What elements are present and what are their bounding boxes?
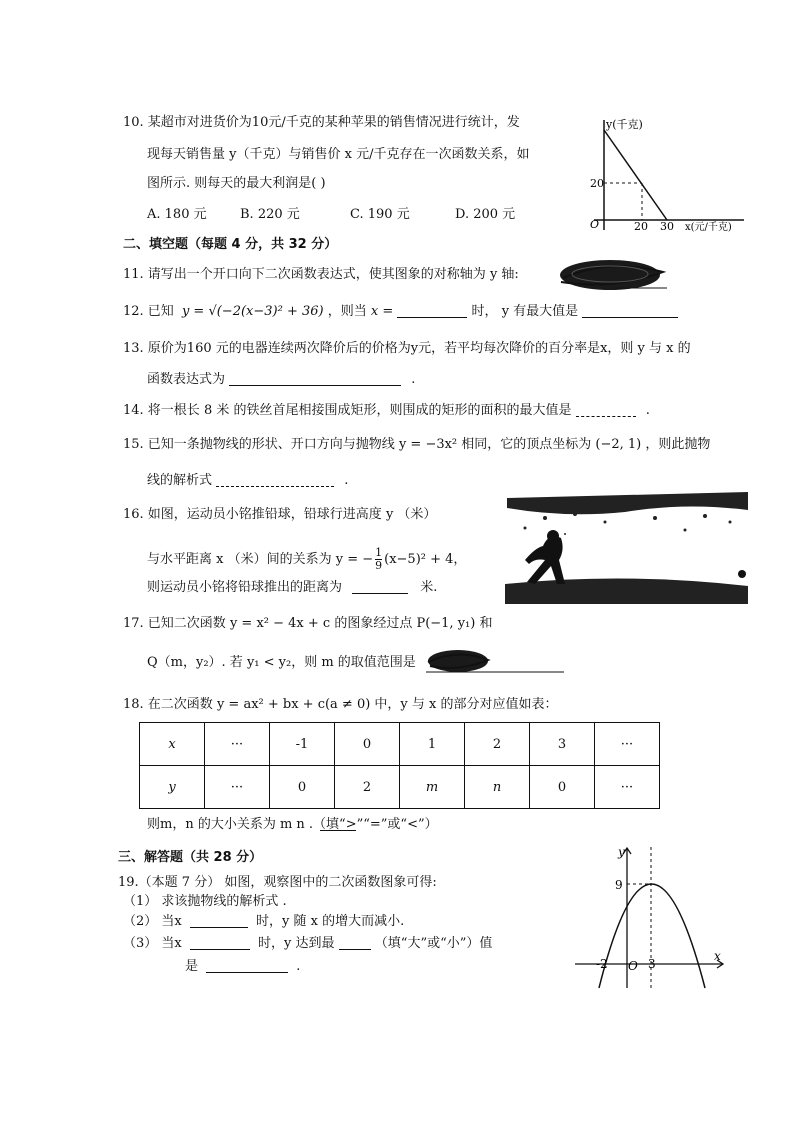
q18-line1: 18. 在二次函数 y = ax² + bx + c(a ≠ 0) 中，y 与 x 的部分对应值如表：	[123, 697, 558, 712]
q19-graph-vertex-x: 3	[648, 957, 656, 971]
q19-part3	[123, 937, 492, 950]
q18-value-table	[139, 722, 660, 809]
q16-frac-num: 1	[375, 546, 383, 559]
q19-p3-text: 时，y 达到最	[258, 936, 335, 951]
table-cell: 0	[530, 766, 595, 809]
q12-post1: 时，	[471, 304, 498, 319]
q17-line2: Q（m，y₂）. 若 y₁ < y₂，则 m 的取值范围是	[147, 655, 416, 670]
q16-frac-den: 9	[375, 559, 383, 573]
q19-p2-text: 时，y 随 x 的增大而减小.	[256, 914, 405, 929]
q10-graph-tick-x1: 20	[634, 220, 648, 232]
q16-line1: 16. 如图，运动员小铭推铅球，铅球行进高度 y （米）	[123, 507, 437, 522]
scribble-mark-2	[422, 648, 567, 674]
q13-label: 函数表达式为	[147, 372, 226, 387]
table-cell: y	[140, 766, 205, 809]
q16-blank[interactable]	[352, 581, 408, 594]
q18-blank[interactable]	[320, 818, 356, 831]
table-cell: 0	[335, 723, 400, 766]
table-cell: 2	[465, 723, 530, 766]
table-cell: n	[465, 766, 530, 809]
q19-p2-label: （2） 当x	[123, 914, 182, 929]
table-cell: ···	[595, 766, 660, 809]
table-cell: 0	[270, 766, 335, 809]
q19-part4	[185, 960, 300, 973]
table-cell: ···	[205, 766, 270, 809]
q10-graph	[572, 112, 752, 232]
shot-put-image	[505, 488, 748, 604]
table-cell: 3	[530, 723, 595, 766]
q10-line3: 图所示. 则每天的最大利润是( )	[147, 176, 326, 191]
table-row	[140, 723, 660, 766]
q15-blank[interactable]	[216, 474, 334, 487]
q10-graph-x-label: x(元/千克)	[685, 222, 732, 232]
section-3-heading: 三、解答题（共 28 分）	[118, 850, 263, 865]
q12-pre: 12. 已知	[123, 304, 174, 319]
q16-line3	[147, 581, 437, 594]
q13-line1: 13. 原价为160 元的电器连续两次降价后的价格为y元，若平均每次降价的百分率是x，则 y 与 x 的	[123, 341, 691, 356]
q19-p4-blank[interactable]	[206, 960, 288, 973]
q16-label: 则运动员小铭将铅球推出的距离为	[147, 580, 343, 595]
q10-graph-tick-y: 20	[590, 177, 604, 190]
q10-line1: 10. 某超市对进货价为10元/千克的某种苹果的销售情况进行统计，发	[123, 115, 520, 130]
q13-line2	[147, 373, 415, 386]
q12-blank-max[interactable]	[582, 305, 678, 318]
q10-option-b: B. 220 元	[240, 207, 300, 222]
q19-p3-blank2[interactable]	[339, 937, 371, 950]
q10-option-d: D. 200 元	[455, 207, 516, 222]
q15-end: .	[344, 473, 349, 488]
q19-p3-blank1[interactable]	[190, 937, 250, 950]
scribble-mark	[555, 256, 670, 294]
q12-mid: ，则当	[327, 304, 367, 319]
q16-formula-post: (x−5)² + 4，	[384, 552, 467, 568]
q12-x: x =	[370, 304, 394, 319]
q14-text: 14. 将一根长 8 米 的铁丝首尾相接围成矩形，则围成的矩形的面积的最大值是	[123, 403, 572, 418]
q10-graph-origin: O	[590, 218, 600, 231]
q10-graph-y-label: y(千克)	[606, 118, 643, 131]
q16-end: 米.	[420, 580, 438, 595]
q17-line1: 17. 已知二次函数 y = x² − 4x + c 的图象经过点 P(−1, y₁) 和	[123, 616, 493, 631]
q10-graph-tick-x2: 30	[660, 220, 674, 232]
q13-end: .	[411, 372, 416, 387]
q19-p4-end: .	[296, 959, 301, 974]
q16-fraction	[375, 547, 382, 572]
q19-graph-x-label: x	[714, 949, 721, 963]
q15-line2	[147, 474, 348, 487]
q19-parabola-graph	[575, 842, 735, 990]
q19-line1: 19.（本题 7 分） 如图，观察图中的二次函数图象可得:	[118, 875, 437, 890]
q14-end: .	[645, 403, 650, 418]
q19-part2	[123, 915, 404, 928]
q18-after: 则m，n 的大小关系为 m n .（填“>”“=”或“<”）	[147, 817, 438, 832]
q16-line2	[147, 547, 466, 572]
q19-p3-note: （填“大”或“小”）值	[374, 936, 493, 951]
q10-option-c: C. 190 元	[350, 207, 410, 222]
q12-blank-x[interactable]	[397, 305, 467, 318]
q16-formula-pre: 与水平距离 x （米）间的关系为 y = −	[147, 552, 374, 568]
q10-option-a: A. 180 元	[147, 207, 207, 222]
q19-p2-blank[interactable]	[190, 915, 248, 928]
q19-part1: （1） 求该抛物线的解析式 .	[123, 894, 287, 909]
q19-p3-label: （3） 当x	[123, 936, 182, 951]
q15-line1: 15. 已知一条抛物线的形状、开口方向与抛物线 y = −3x² 相同，它的顶点坐标为 (−2, 1) ，则此抛物	[123, 437, 711, 452]
q19-p4-label: 是	[185, 959, 199, 974]
q10-line2: 现每天销售量 y（千克）与销售价 x 元/千克存在一次函数关系，如	[147, 147, 530, 162]
q19-graph-origin: O	[628, 959, 638, 973]
q14-line	[123, 404, 650, 417]
table-cell: 2	[335, 766, 400, 809]
q19-graph-root: -2	[596, 957, 608, 971]
table-cell: m	[400, 766, 465, 809]
q14-blank[interactable]	[576, 404, 636, 417]
q12-post2: y 有最大值是	[501, 304, 579, 319]
table-cell: -1	[270, 723, 335, 766]
q12-formula: y = √(−2(x−3)² + 36)	[181, 304, 324, 319]
q19-graph-vertex-y: 9	[615, 878, 623, 892]
q11-text: 11. 请写出一个开口向下二次函数表达式，使其图象的对称轴为 y 轴:	[123, 267, 519, 282]
table-cell: ···	[205, 723, 270, 766]
table-row	[140, 766, 660, 809]
q13-blank[interactable]	[229, 373, 401, 386]
table-cell: x	[140, 723, 205, 766]
q15-label: 线的解析式	[147, 473, 213, 488]
table-cell: 1	[400, 723, 465, 766]
q12-line	[123, 305, 678, 318]
table-cell: ···	[595, 723, 660, 766]
q19-graph-y-label: y	[618, 845, 625, 859]
section-2-heading: 二、填空题（每题 4 分，共 32 分）	[123, 237, 338, 252]
